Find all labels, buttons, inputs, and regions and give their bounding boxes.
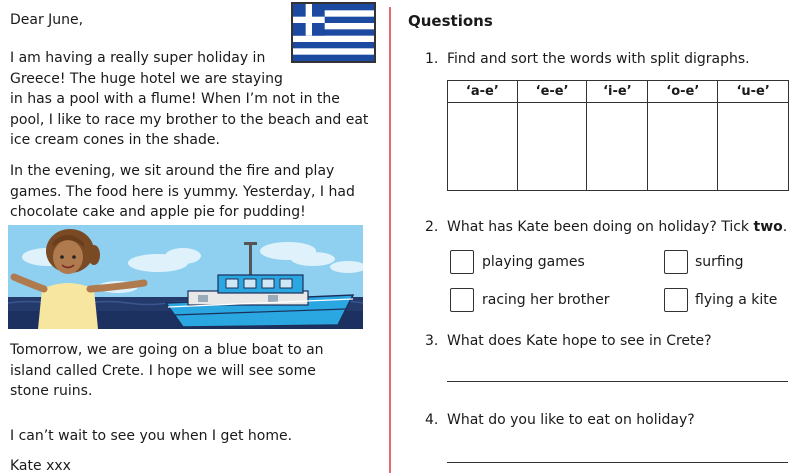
questions-heading: Questions [408, 12, 493, 30]
letter-line: In the evening, we sit around the fire and play [10, 163, 335, 179]
checkbox-racing-her-brother[interactable] [450, 288, 474, 312]
letter-line: ice cream cones in the shade. [10, 132, 220, 148]
answer-cell[interactable] [517, 103, 587, 191]
holiday-illustration [8, 225, 363, 329]
answer-cell[interactable] [448, 103, 518, 191]
table-header: ‘a-e’ [448, 81, 518, 103]
option-label: surfing [695, 254, 744, 270]
column-divider [389, 7, 391, 473]
question-2-text-emphasis: two [753, 219, 783, 235]
answer-cell[interactable] [587, 103, 648, 191]
question-number: 4. [425, 412, 439, 428]
letter-greeting: Dear June, [10, 12, 84, 28]
answer-line[interactable] [447, 462, 788, 463]
table-header: ‘u-e’ [718, 81, 789, 103]
letter-line: stone ruins. [10, 383, 93, 399]
letter-line: I can’t wait to see you when I get home. [10, 428, 293, 444]
question-4-text: What do you like to eat on holiday? [447, 412, 695, 428]
checkbox-surfing[interactable] [664, 250, 688, 274]
question-2-text-part: What has Kate been doing on holiday? Tick [447, 219, 754, 235]
letter-line: pool, I like to race my brother to the beach and eat [10, 111, 369, 128]
greece-flag-icon [291, 2, 376, 63]
checkbox-playing-games[interactable] [450, 250, 474, 274]
option-label: playing games [482, 254, 585, 270]
letter-line: chocolate cake and apple pie for pudding! [10, 204, 306, 220]
answer-cell[interactable] [648, 103, 718, 191]
question-number: 2. [425, 219, 439, 235]
table-header: ‘i-e’ [587, 81, 648, 103]
question-1-text: Find and sort the words with split digraphs. [447, 51, 750, 67]
option-label: racing her brother [482, 292, 610, 308]
table-header: ‘e-e’ [517, 81, 587, 103]
question-3-text: What does Kate hope to see in Crete? [447, 333, 712, 349]
answer-line[interactable] [447, 381, 788, 382]
letter-line: games. The food here is yummy. Yesterday, I had [10, 183, 355, 200]
answer-cell[interactable] [718, 103, 789, 191]
checkbox-flying-a-kite[interactable] [664, 288, 688, 312]
letter-line: in has a pool with a flume! When I’m not in the [10, 91, 340, 107]
option-label: flying a kite [695, 292, 778, 308]
split-digraph-table [447, 80, 789, 191]
question-number: 1. [425, 51, 439, 67]
question-number: 3. [425, 333, 439, 349]
table-header: ‘o-e’ [648, 81, 718, 103]
letter-line: Greece! The huge hotel we are staying [10, 70, 283, 87]
letter-signoff: Kate xxx [10, 458, 71, 474]
letter-line: I am having a really super holiday in [10, 50, 266, 66]
letter-line: Tomorrow, we are going on a blue boat to an [10, 342, 324, 358]
letter-line: island called Crete. I hope we will see some [10, 362, 316, 379]
question-2-text-part: . [782, 219, 788, 235]
question-2-text [447, 217, 787, 237]
